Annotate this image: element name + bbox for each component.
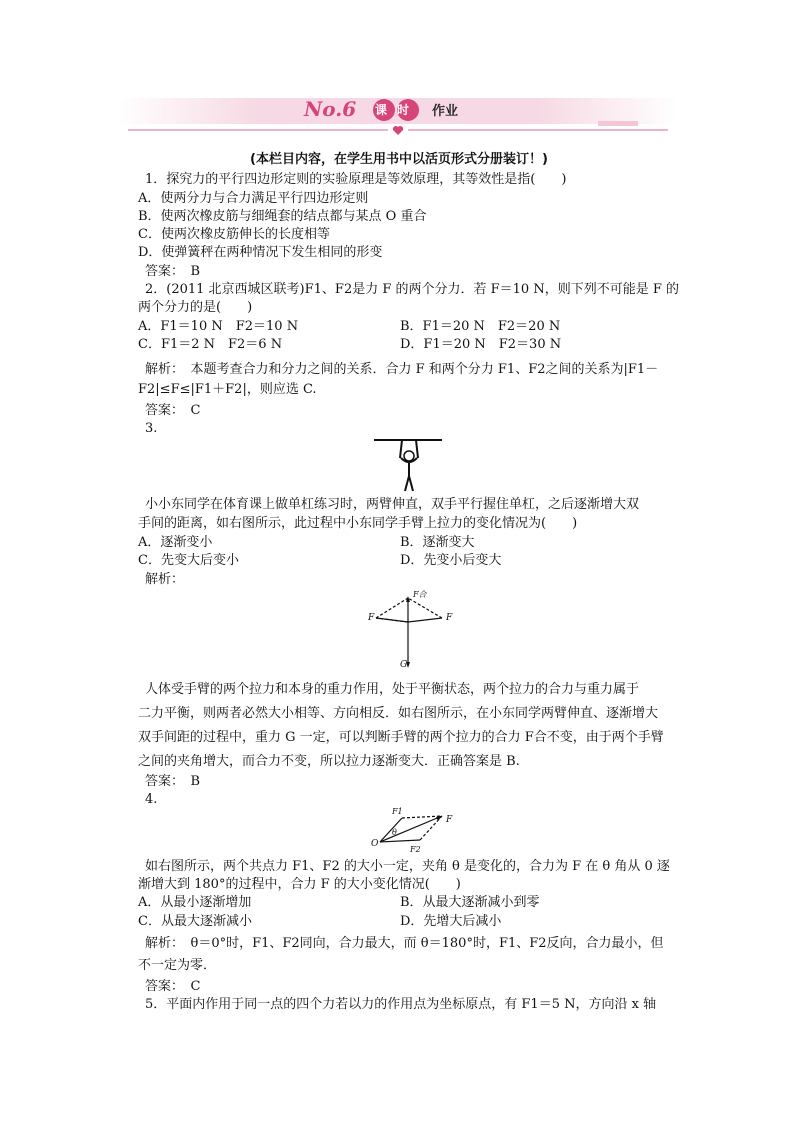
q3-option-a: A．逐渐变小 xyxy=(138,535,213,550)
q2-stem-line2: 两个分力的是( ) xyxy=(138,300,253,315)
q3-label-g: G xyxy=(400,660,408,670)
q1-stem: 1．探究力的平行四边形定则的实验原理是等效原理，其等效性是指( ) xyxy=(145,172,567,187)
q4-option-d: D．先增大后减小 xyxy=(400,914,502,929)
q4-analysis-line2: 不一定为零． xyxy=(138,958,217,973)
q4-label-f1: F1 xyxy=(392,807,403,816)
q3-explanation-line1: 人体受手臂的两个拉力和本身的重力作用，处于平衡状态，两个拉力的合力与重力属于 xyxy=(145,682,640,697)
q4-option-c: C．从最大逐渐减小 xyxy=(138,914,252,929)
badge-number: No.6 xyxy=(304,97,357,121)
q3-answer: 答案： B xyxy=(145,774,201,789)
q2-option-d: D．F1＝20 N F2＝30 N xyxy=(400,337,562,352)
q1-option-d: D．使弹簧秤在两种情况下发生相同的形变 xyxy=(138,245,383,260)
header-banner xyxy=(118,94,678,140)
q4-label-f: F xyxy=(446,815,453,825)
q2-option-b: B．F1＝20 N F2＝20 N xyxy=(400,319,561,334)
q2-stem-line1: 2．(2011 北京西城区联考)F1、F2是力 F 的两个分力．若 F＝10 N，则下列不可能是 F 的 xyxy=(145,282,679,297)
q1-option-c: C．使两次橡皮筋伸长的长度相等 xyxy=(138,227,330,242)
q4-answer: 答案： C xyxy=(145,979,201,994)
q3-analysis-label: 解析： xyxy=(145,572,185,587)
q3-force-diagram xyxy=(366,588,456,672)
q3-stem-line2: 手间的距离，如右图所示，此过程中小东同学手臂上拉力的变化情况为( ) xyxy=(138,516,578,531)
q4-stem-line1: 如右图所示，两个共点力 F1、F2 的大小一定，夹角 θ 是变化的，合力为 F 在 θ 角从 0 逐 xyxy=(145,859,670,874)
q2-answer: 答案： C xyxy=(145,403,201,418)
q1-answer: 答案： B xyxy=(145,264,201,279)
q2-option-a: A．F1＝10 N F2＝10 N xyxy=(138,319,299,334)
q3-figure-pullup xyxy=(372,436,444,494)
q3-option-b: B．逐渐变大 xyxy=(400,535,475,550)
q3-explanation-line2: 二力平衡，则两者必然大小相等、方向相反．如右图所示，在小东同学两臂伸直、逐渐增大 xyxy=(138,706,659,721)
q3-label-fhe: F合 xyxy=(413,590,427,599)
q4-stem-line2: 渐增大到 180°的过程中，合力 F 的大小变化情况( ) xyxy=(138,877,461,892)
q1-option-b: B．使两次橡皮筋与细绳套的结点都与某点 O 重合 xyxy=(138,209,427,224)
q3-label-fright: F xyxy=(446,613,453,623)
q3-option-d: D．先变小后变大 xyxy=(400,553,502,568)
badge-zuoye: 作业 xyxy=(432,104,459,119)
q4-label-f2: F2 xyxy=(410,845,421,854)
q1-option-a: A．使两分力与合力满足平行四边形定则 xyxy=(138,191,369,206)
q4-option-b: B．从最大逐渐减小到零 xyxy=(400,895,540,910)
badge-keshi: 课时 xyxy=(375,103,420,117)
q3-explanation-line3: 双手间距的过程中，重力 G 一定，可以判断手臂的两个拉力的合力 F合不变，由于两个手臂 xyxy=(138,730,664,745)
q4-number: 4. xyxy=(145,792,158,807)
q3-stem-line1: 小小东同学在体育课上做单杠练习时，两臂伸直，双手平行握住单杠，之后逐渐增大双 xyxy=(145,497,640,512)
q3-option-c: C．先变大后变小 xyxy=(138,553,239,568)
q3-label-fleft: F xyxy=(368,613,375,623)
q4-option-a: A．从最小逐渐增加 xyxy=(138,895,252,910)
q4-analysis-line1: 解析： θ＝0°时，F1、F2同向，合力最大，而 θ＝180°时，F1、F2反向，合力最小，但 xyxy=(145,936,664,951)
q3-number: 3. xyxy=(145,421,158,436)
q2-analysis-line1: 解析： 本题考查合力和分力之间的关系．合力 F 和两个分力 F1、F2之间的关系为|F1－ xyxy=(145,362,659,377)
q5-stem-line1: 5．平面内作用于同一点的四个力若以力的作用点为坐标原点，有 F1＝5 N，方向沿 x 轴 xyxy=(145,997,657,1012)
q2-analysis-line2: F2|≤F≤|F1＋F2|，则应选 C. xyxy=(138,382,317,397)
q4-label-theta: θ xyxy=(392,828,397,837)
q3-explanation-line4: 之间的夹角增大，而合力不变，所以拉力逐渐变大．正确答案是 B. xyxy=(138,754,520,769)
binding-note: (本栏目内容，在学生用书中以活页形式分册装订！) xyxy=(250,152,548,167)
q4-label-o: O xyxy=(371,839,379,849)
heart-icon xyxy=(393,126,403,135)
q2-option-c: C．F1＝2 N F2＝6 N xyxy=(138,337,283,352)
